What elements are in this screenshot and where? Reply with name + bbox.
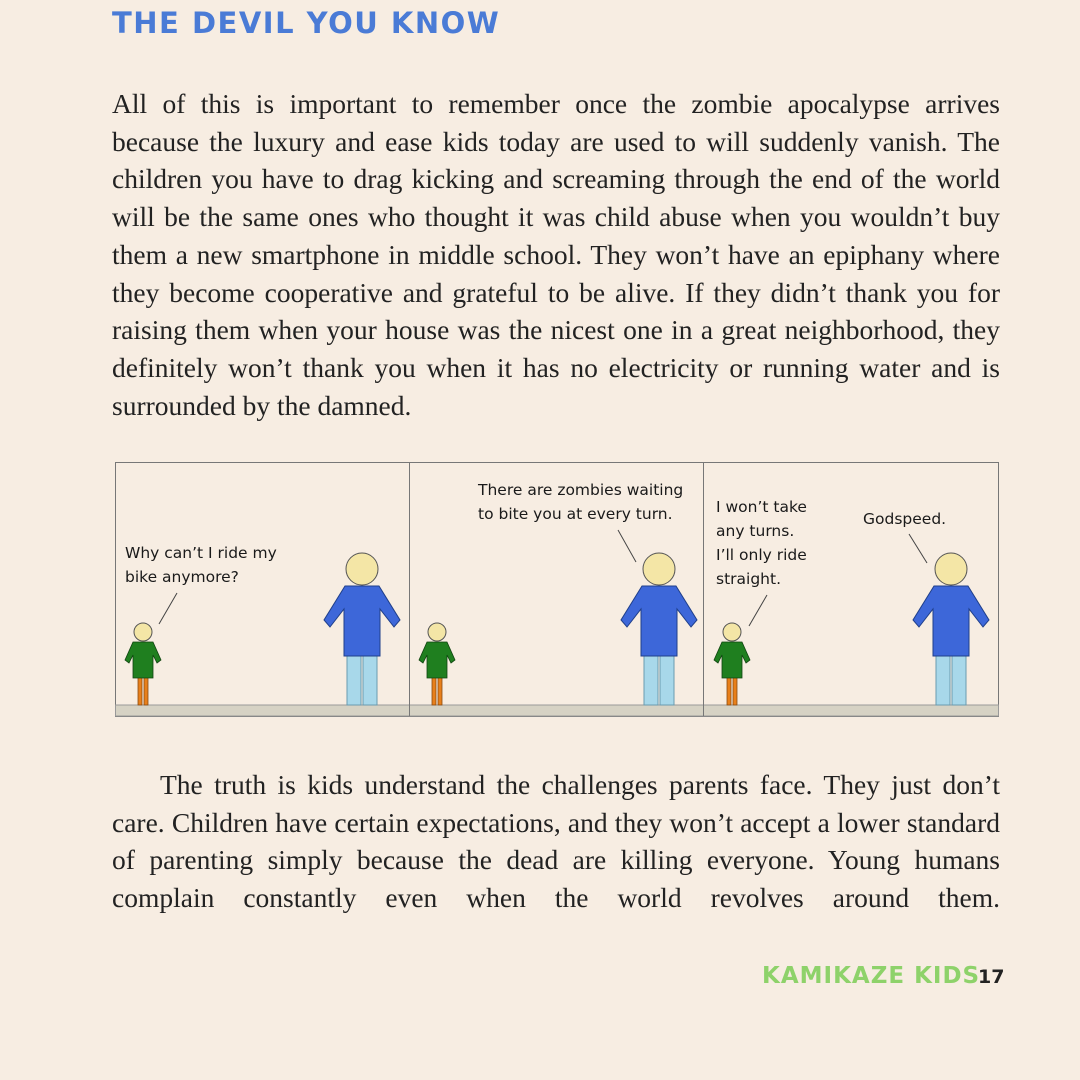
chapter-title: THE DEVIL YOU KNOW xyxy=(112,6,501,40)
speech-line: any turns. xyxy=(716,522,795,540)
speech-line: There are zombies waiting xyxy=(478,481,684,499)
speech-line: Why can’t I ride my xyxy=(125,544,277,562)
page-number: 17 xyxy=(978,966,1005,988)
speech-line: bike anymore? xyxy=(125,568,239,586)
speech-line: I’ll only ride xyxy=(716,546,807,564)
speech-line: straight. xyxy=(716,570,781,588)
body-paragraph-2: The truth is kids understand the challenges parents face. They just don’t care. Children have certain expectations, and they won’t accept a lower standard of parenting simply because the dead are killing everyone. Young humans complain constantly even when the world revolves around them. xyxy=(112,769,1000,914)
running-footer-title: KAMIKAZE KIDS xyxy=(762,963,981,989)
speech-line: to bite you at every turn. xyxy=(478,505,673,523)
speech-line: I won’t take xyxy=(716,498,807,516)
body-paragraph-1: All of this is important to remember once the zombie apocalypse arrives because the luxury and ease kids today are used to will suddenly vanish. The children you have to drag kicking and screaming through the end of the world will be the same ones who thought it was child abuse when you wouldn’t buy them a new smartphone in middle school. They won’t have an epiphany where they become cooperative and grateful to be alive. If they didn’t thank you for raising them when your house was the nicest one in a great neighborhood, they definitely won’t thank you when it has no electricity or running water and is surrounded by the damned. xyxy=(112,88,1000,421)
comic-ground xyxy=(116,705,999,716)
speech-line: Godspeed. xyxy=(863,510,947,528)
comic-strip xyxy=(115,462,999,718)
comic-panel-3-adult-speech xyxy=(863,510,946,528)
